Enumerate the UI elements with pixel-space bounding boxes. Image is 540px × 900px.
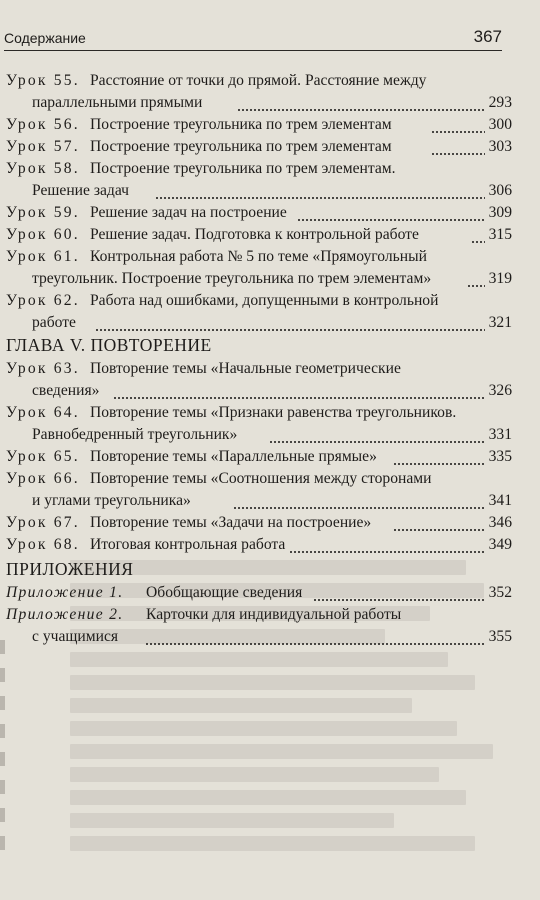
toc-entry-label: Урок 57.: [6, 138, 80, 155]
dot-leader: [289, 534, 485, 556]
toc-entry[interactable]: [6, 114, 512, 136]
toc-entry-label: Урок 67.: [6, 514, 80, 531]
toc-entry-page: 355: [488, 628, 512, 645]
toc-entry[interactable]: [6, 490, 512, 512]
toc-entry[interactable]: [6, 604, 512, 626]
toc-entry-title: Повторение темы «Начальные геометрические: [90, 360, 401, 377]
dot-leader: [145, 626, 485, 648]
toc-entry[interactable]: [6, 246, 512, 268]
toc-entry[interactable]: [6, 202, 512, 224]
toc-entry-label: Урок 64.: [6, 404, 80, 421]
toc-entry-label: Урок 62.: [6, 292, 80, 309]
section-title: Содержание: [4, 30, 86, 46]
toc-entry-page: 309: [488, 204, 512, 221]
dot-leader: [233, 490, 485, 512]
toc-entry-title: Решение задач: [32, 182, 129, 199]
toc-entry[interactable]: [6, 424, 512, 446]
toc-entry-page: 349: [488, 536, 512, 553]
toc-entry[interactable]: [6, 180, 512, 202]
toc-entry-title: Обобщающие сведения: [146, 584, 303, 601]
toc-entry-page: 293: [488, 94, 512, 111]
toc-entry-label: Урок 65.: [6, 448, 80, 465]
toc-entry-title: Повторение темы «Параллельные прямые»: [90, 448, 377, 465]
toc-entry-label: Приложение 2.: [6, 606, 124, 623]
toc-entry-page: 303: [488, 138, 512, 155]
toc-entry-title: Построение треугольника по трем элементам.: [90, 160, 396, 177]
toc-entry-title: Повторение темы «Признаки равенства треугольников.: [90, 404, 457, 421]
toc-entry-title: сведения»: [32, 382, 100, 399]
toc-entry-title: работе: [32, 314, 76, 331]
toc-entry[interactable]: [6, 224, 512, 246]
toc-entry-page: 306: [488, 182, 512, 199]
section-heading: ГЛАВА V. ПОВТОРЕНИЕ: [6, 335, 212, 355]
toc-entry-label: Урок 55.: [6, 72, 80, 89]
margin-marks: [0, 640, 8, 900]
toc-entry-title: Построение треугольника по трем элементам: [90, 116, 392, 133]
toc-entry-title: Построение треугольника по трем элементам: [90, 138, 392, 155]
toc-entry-label: Урок 66.: [6, 470, 80, 487]
toc-entry-title: Итоговая контрольная работа: [90, 536, 286, 553]
dot-leader: [269, 424, 485, 446]
toc-entry[interactable]: [6, 402, 512, 424]
dot-leader: [393, 446, 485, 468]
toc-entry-page: 300: [488, 116, 512, 133]
toc-entry-title: Решение задач на построение: [90, 204, 287, 221]
toc-entry-title: Расстояние от точки до прямой. Расстояние между: [90, 72, 427, 89]
dot-leader: [467, 268, 485, 290]
toc-entry-label: Приложение 1.: [6, 584, 124, 601]
dot-leader: [431, 114, 485, 136]
dot-leader: [431, 136, 485, 158]
toc-entry-label: Урок 63.: [6, 360, 80, 377]
toc-entry[interactable]: [6, 312, 512, 334]
toc-entry-page: 346: [488, 514, 512, 531]
toc-entry-page: 331: [488, 426, 512, 443]
toc-entry[interactable]: [6, 158, 512, 180]
toc-entry-page: 341: [488, 492, 512, 509]
toc-entry[interactable]: [6, 290, 512, 312]
toc-entry-title: Карточки для индивидуальной работы: [146, 606, 402, 623]
toc-entry[interactable]: [6, 358, 512, 380]
toc-entry-label: Урок 58.: [6, 160, 80, 177]
toc-entry[interactable]: [6, 512, 512, 534]
toc-entry-title: Равнобедренный треугольник»: [32, 426, 238, 443]
toc-entry-label: Урок 61.: [6, 248, 80, 265]
toc-entry[interactable]: [6, 268, 512, 290]
toc-entry-title: треугольник. Построение треугольника по трем элементам»: [32, 270, 432, 287]
toc-entry-label: Урок 56.: [6, 116, 80, 133]
toc-entry-page: 319: [488, 270, 512, 287]
toc-entry-title: и углами треугольника»: [32, 492, 191, 509]
toc-entry-label: Урок 60.: [6, 226, 80, 243]
toc-entry-title: Повторение темы «Соотношения между сторонами: [90, 470, 432, 487]
dot-leader: [113, 380, 485, 402]
toc-entry-label: Урок 59.: [6, 204, 80, 221]
toc-entry[interactable]: [6, 582, 512, 604]
toc-entry-title: Решение задач. Подготовка к контрольной работе: [90, 226, 419, 243]
toc-entry[interactable]: [6, 626, 512, 648]
dot-leader: [297, 202, 485, 224]
toc-entry-title: Контрольная работа № 5 по теме «Прямоугольный: [90, 248, 427, 265]
dot-leader: [95, 312, 485, 334]
toc-entry[interactable]: [6, 534, 512, 556]
running-head: [4, 26, 502, 51]
toc-entry[interactable]: [6, 92, 512, 114]
dot-leader: [313, 582, 485, 604]
toc-entry-title: параллельными прямыми: [32, 94, 203, 111]
dot-leader: [155, 180, 485, 202]
toc-entry-page: 321: [488, 314, 512, 331]
toc-entry-label: Урок 68.: [6, 536, 80, 553]
toc-entry[interactable]: [6, 468, 512, 490]
toc-entry[interactable]: [6, 446, 512, 468]
toc-entry[interactable]: [6, 136, 512, 158]
toc-entry[interactable]: [6, 70, 512, 92]
toc-entry-title: Работа над ошибками, допущенными в контрольной: [90, 292, 439, 309]
toc-entry-page: 352: [488, 584, 512, 601]
toc-entry-title: с учащимися: [32, 628, 119, 645]
dot-leader: [393, 512, 485, 534]
page-number: 367: [473, 27, 502, 46]
toc-entry-title: Повторение темы «Задачи на построение»: [90, 514, 372, 531]
toc-entry-page: 326: [488, 382, 512, 399]
dot-leader: [471, 224, 485, 246]
toc-entry[interactable]: [6, 380, 512, 402]
dot-leader: [237, 92, 485, 114]
toc-entry-page: 335: [488, 448, 512, 465]
section-heading: ПРИЛОЖЕНИЯ: [6, 559, 134, 579]
toc-entry-page: 315: [488, 226, 512, 243]
